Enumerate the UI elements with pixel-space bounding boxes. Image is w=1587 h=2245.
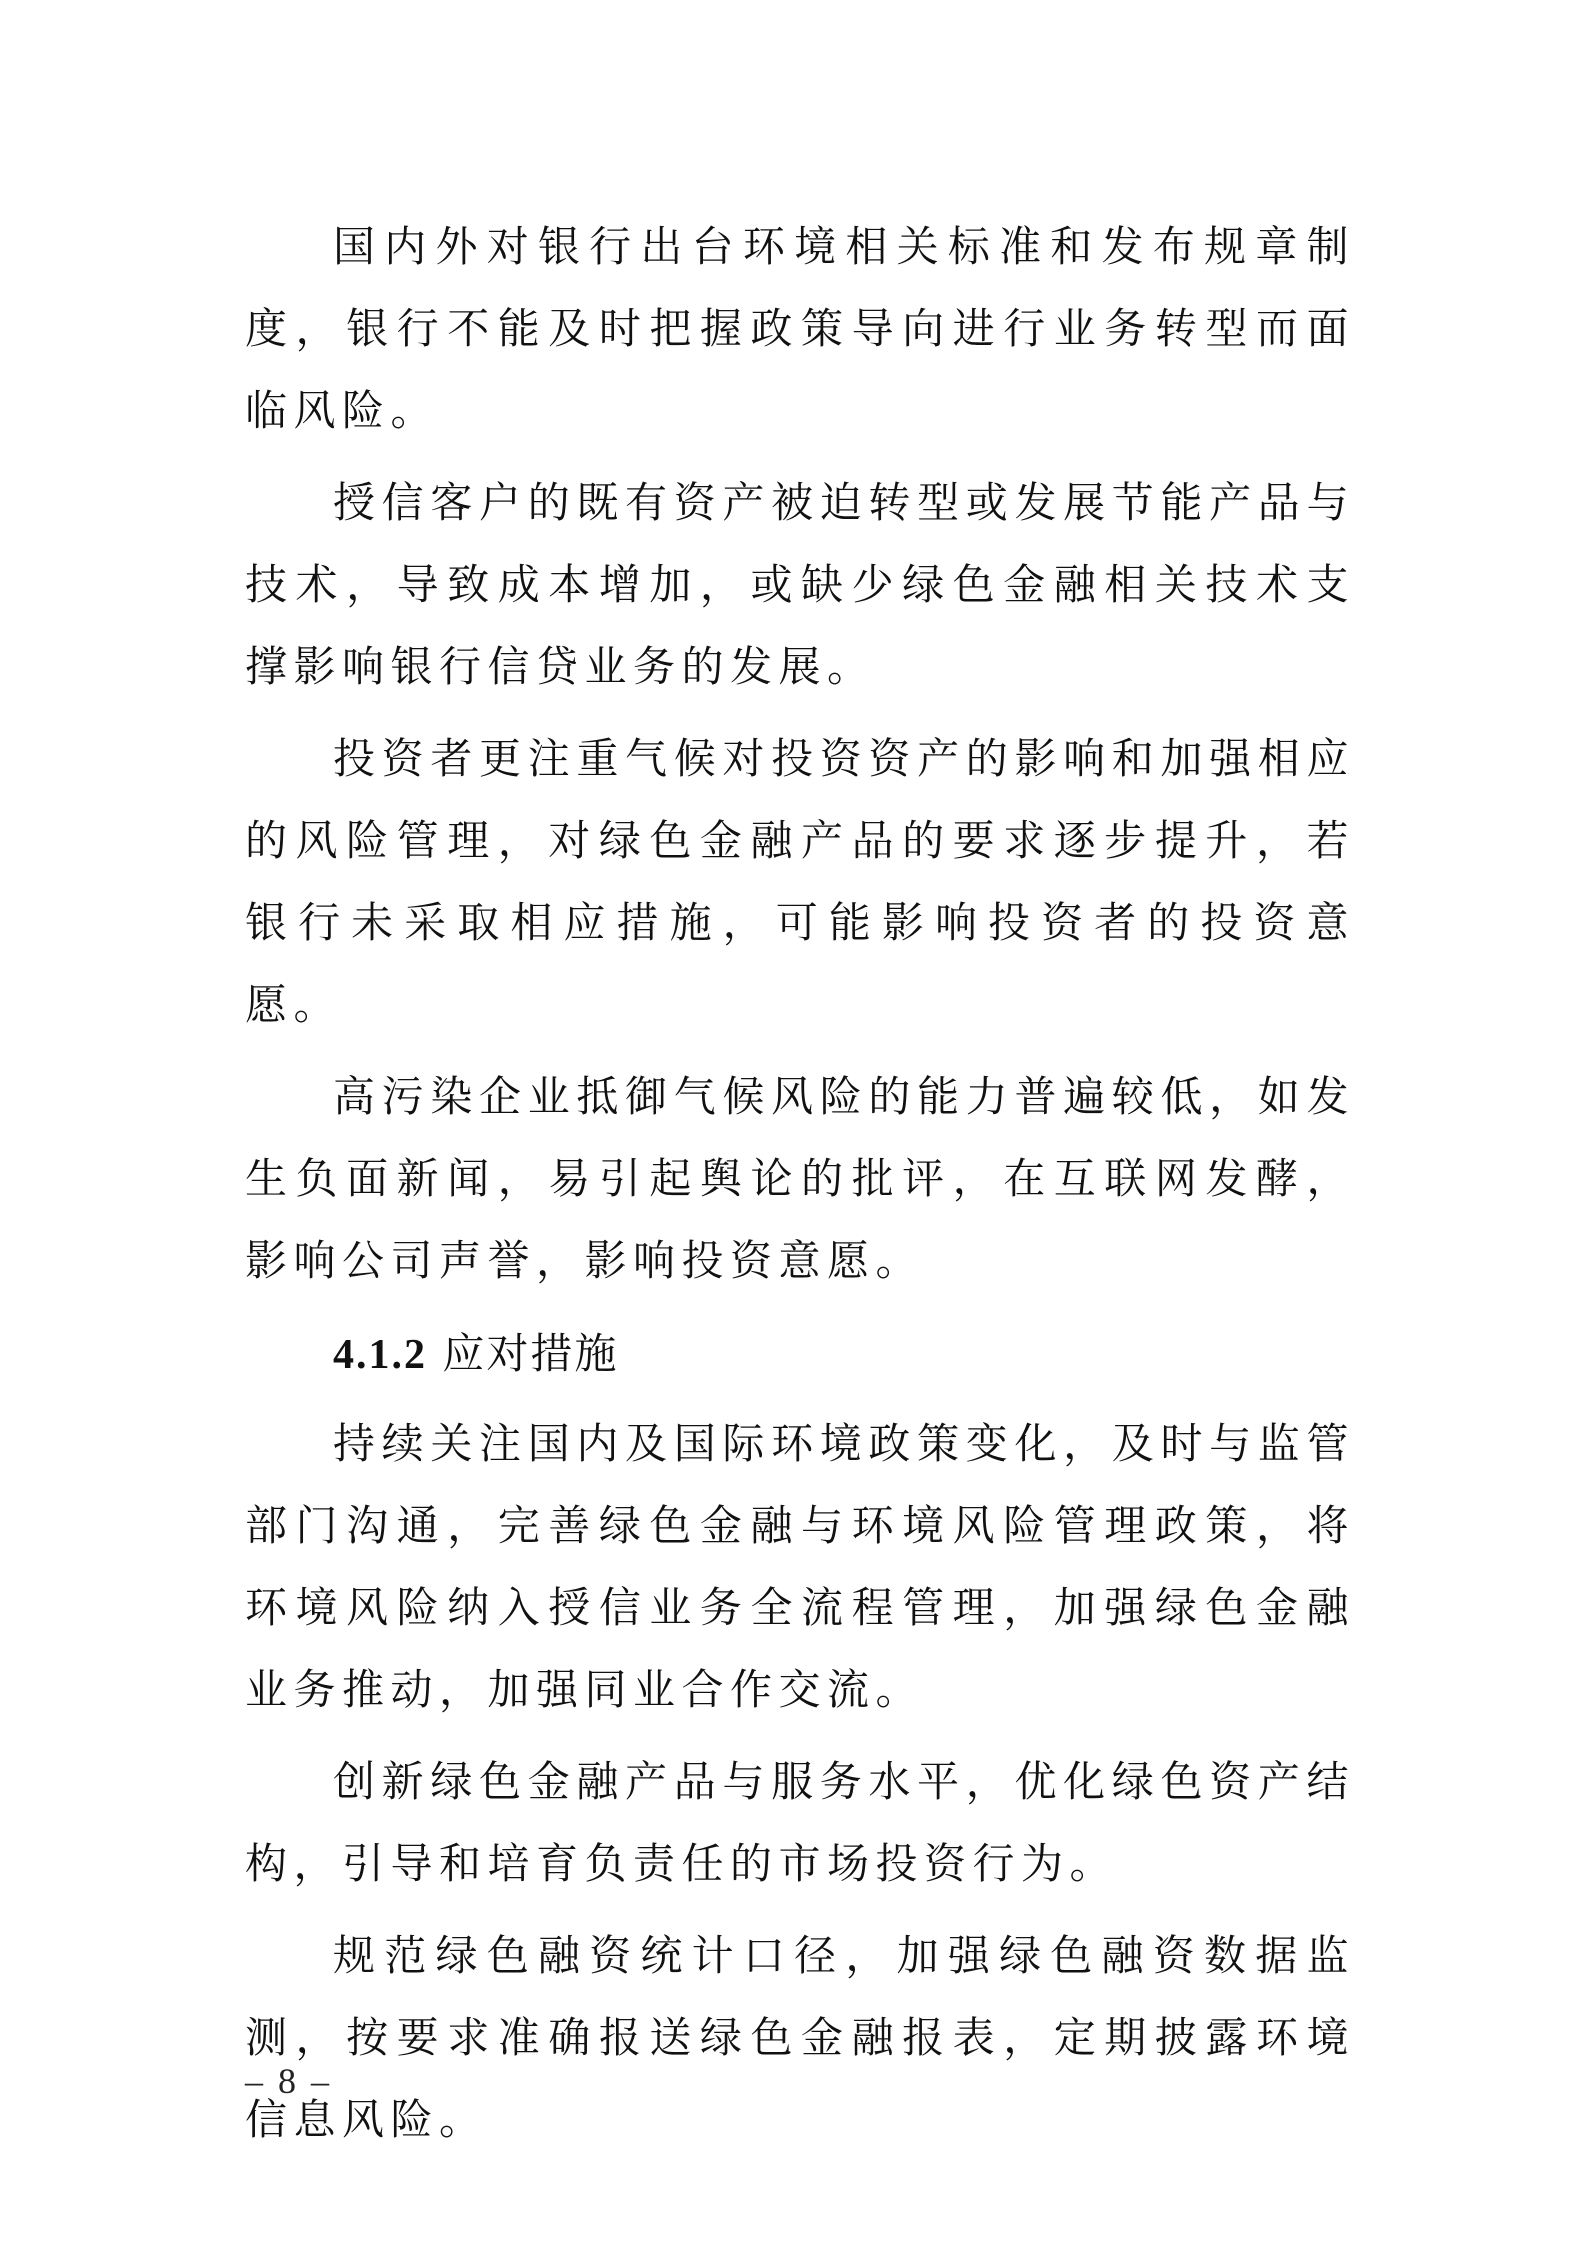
paragraph-policy-measures: 持续关注国内及国际环境政策变化，及时与监管部门沟通，完善绿色金融与环境风险管理政策，将环境风险纳入授信业务全流程管理，加强绿色金融业务推动，加强同业合作交流。: [245, 1419, 1355, 1714]
paragraph-reputation-risk: 高污染企业抵御气候风险的能力普遍较低，如发生负面新闻，易引起舆论的批评，在互联网发酵，影响公司声誉，影响投资意愿。: [245, 1072, 1355, 1285]
paragraph-product-innovation: 创新绿色金融产品与服务水平，优化绿色资产结构，引导和培育负责任的市场投资行为。: [245, 1757, 1355, 1888]
paragraph-client-transition-risk: 授信客户的既有资产被迫转型或发展节能产品与技术，导致成本增加，或缺少绿色金融相关技术支撑影响银行信贷业务的发展。: [245, 478, 1355, 691]
paragraph-regulation-risk: 国内外对银行出台环境相关标准和发布规章制度，银行不能及时把握政策导向进行业务转型而面临风险。: [245, 222, 1355, 435]
paragraph-statistics-disclosure: 规范绿色融资统计口径，加强绿色融资数据监测，按要求准确报送绿色金融报表，定期披露环境信息风险。: [245, 1931, 1355, 2144]
section-number: 4.1.2: [333, 1332, 427, 1378]
page-body: [245, 206, 1355, 2171]
paragraph-investor-risk: 投资者更注重气候对投资资产的影响和加强相应的风险管理，对绿色金融产品的要求逐步提升，若银行未采取相应措施，可能影响投资者的投资意愿。: [245, 734, 1355, 1029]
page-number: – 8 –: [245, 2061, 332, 2101]
section-title: 应对措施: [442, 1329, 619, 1378]
section-heading: [245, 1312, 1355, 1397]
